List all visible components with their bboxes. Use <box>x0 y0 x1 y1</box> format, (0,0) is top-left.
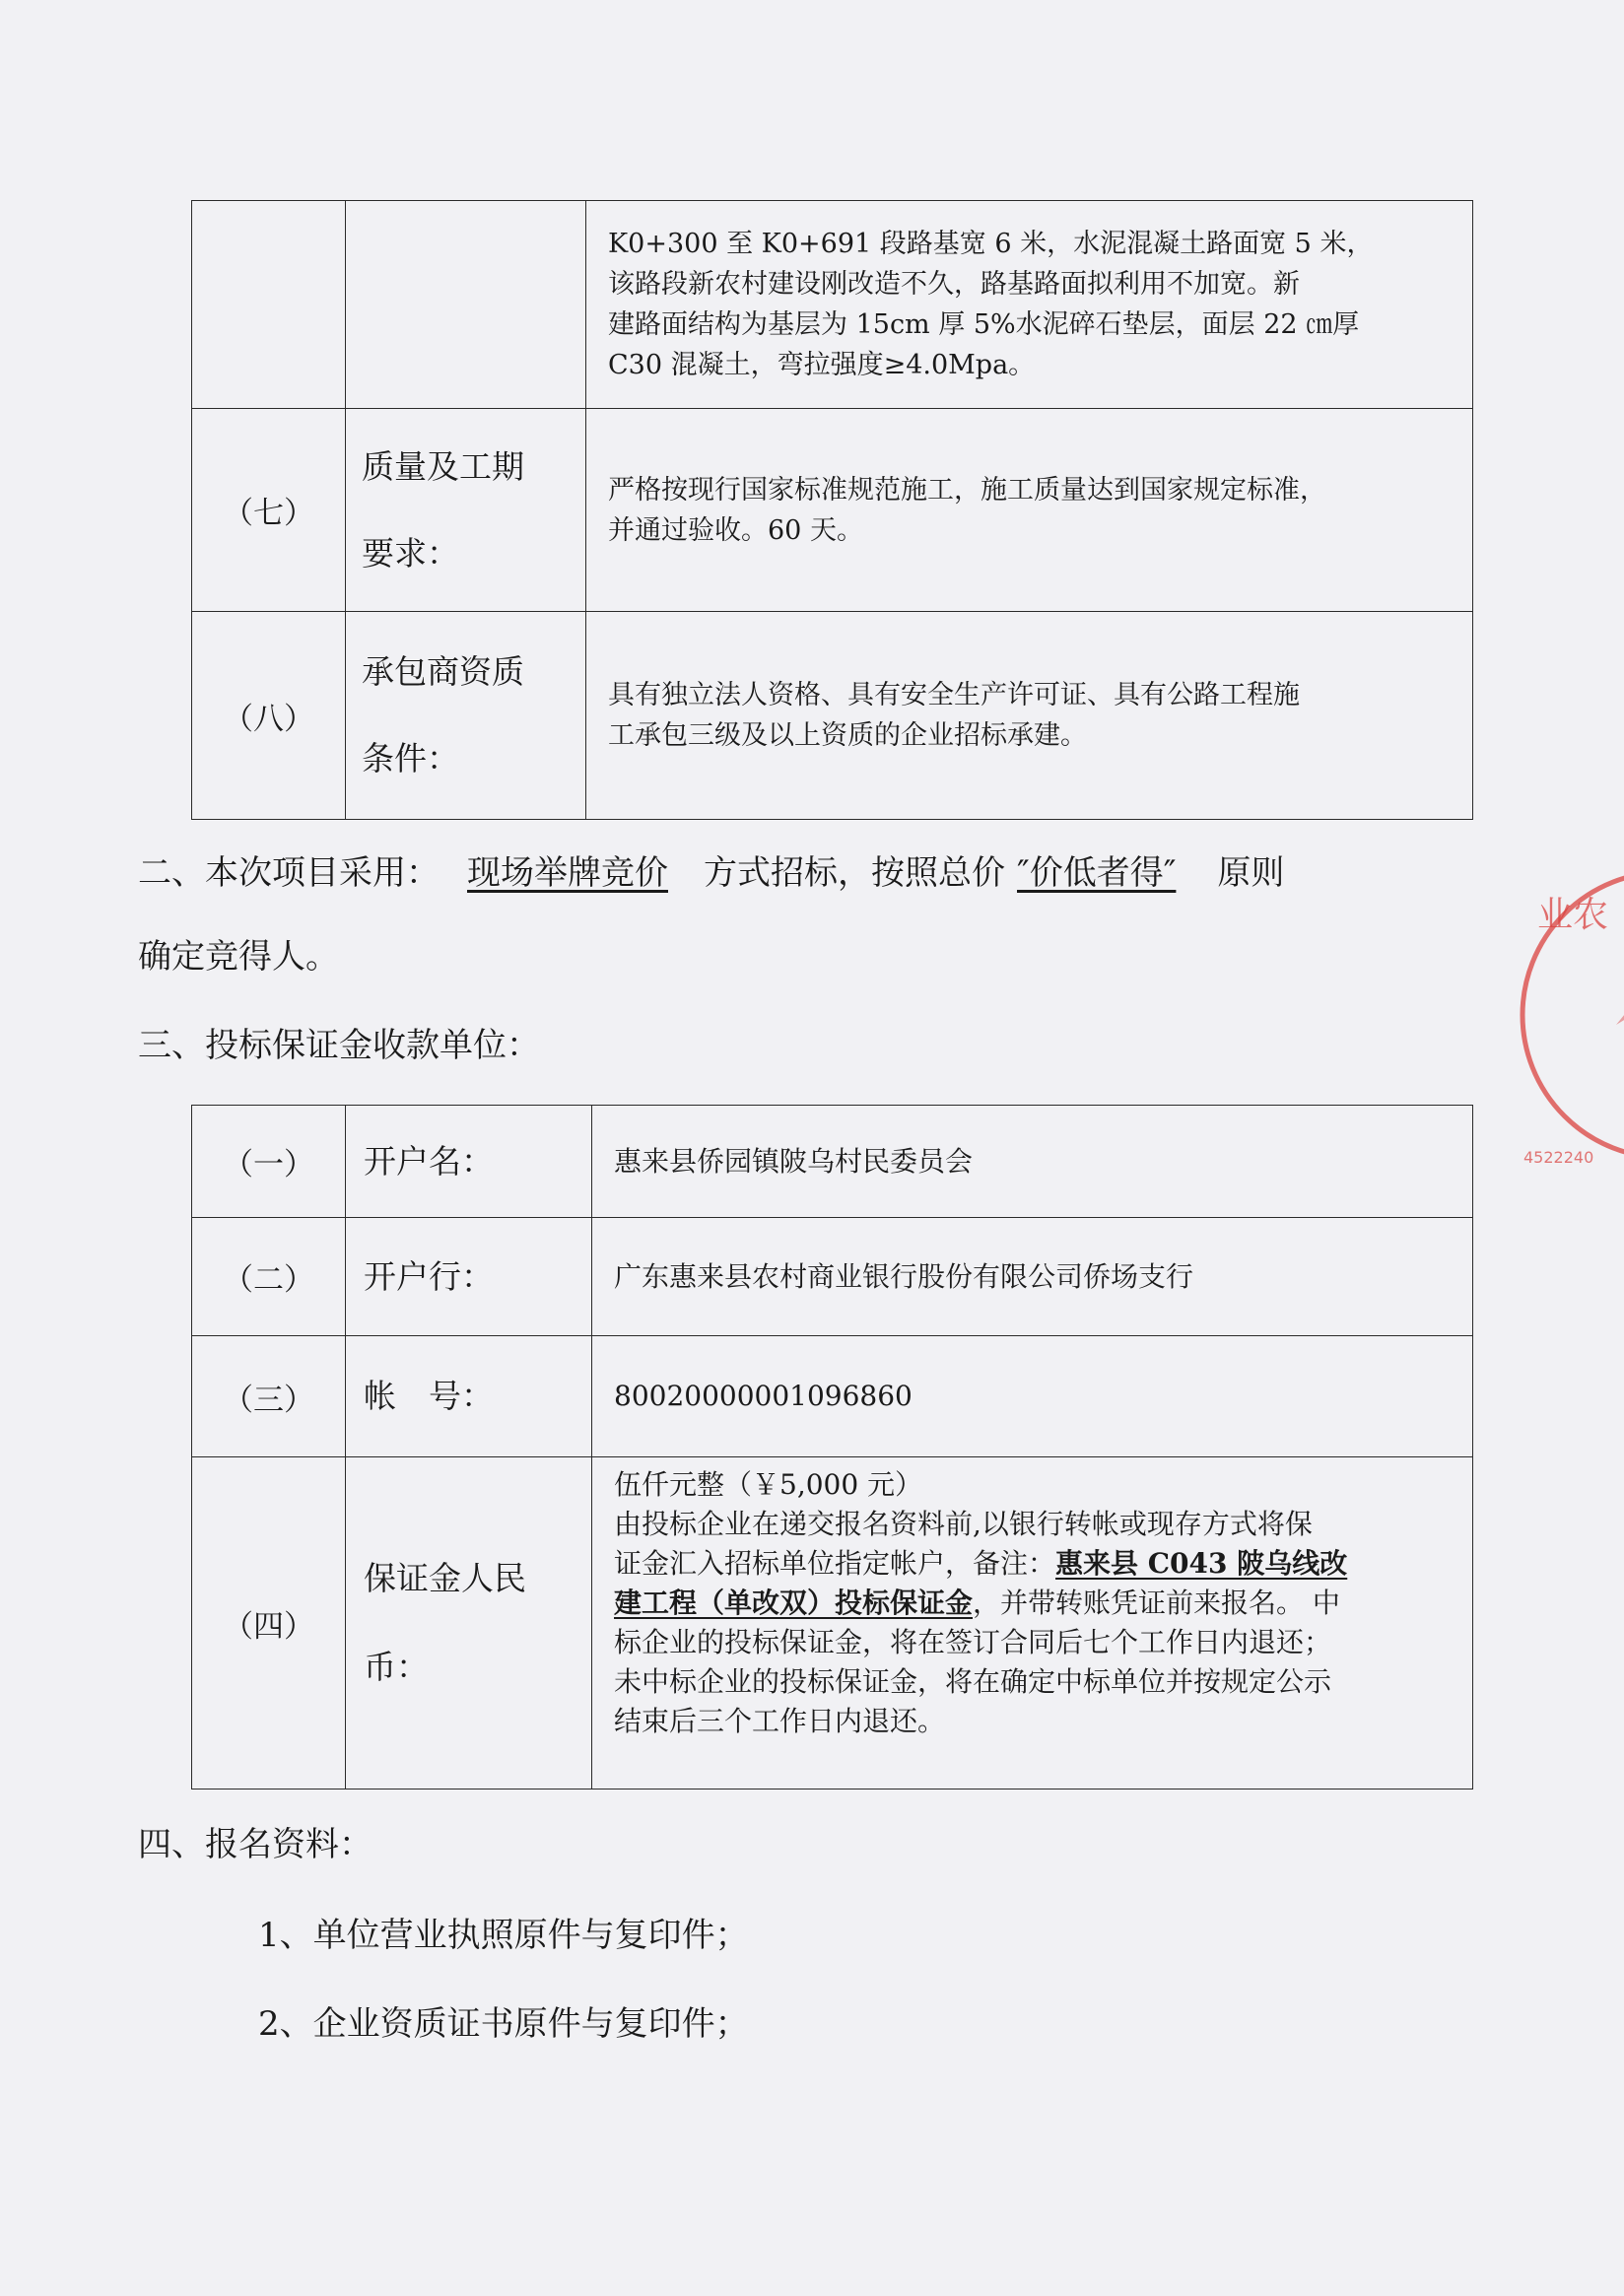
section-2-line-1 <box>138 853 1284 893</box>
row-number <box>192 201 346 409</box>
content-line: C30 混凝土，弯拉强度≥4.0Mpa。 <box>608 350 1036 380</box>
official-seal-stamp <box>1518 847 1624 1182</box>
row-number: （七） <box>192 409 346 612</box>
row-label: 开户名： <box>346 1106 592 1218</box>
content-line: 该路段新农村建设刚改造不久，路基路面拟利用不加宽。新 <box>608 269 1300 300</box>
project-table <box>191 200 1473 820</box>
deposit-text: 结束后三个工作日内退还。 <box>614 1705 946 1737</box>
row-label <box>346 1457 592 1790</box>
list-item: 2、企业资质证书原件与复印件； <box>258 2004 749 2044</box>
label-line: 承包商资质 <box>362 652 524 691</box>
deposit-details <box>592 1457 1473 1790</box>
row-label <box>346 612 586 820</box>
row-label <box>346 201 586 409</box>
table-row <box>192 201 1473 409</box>
deposit-remark: 建工程（单改双）投标保证金 <box>614 1587 974 1619</box>
bank-name: 广东惠来县农村商业银行股份有限公司侨场支行 <box>592 1218 1473 1336</box>
stamp-text: 业农 <box>1537 895 1609 935</box>
content-line: K0+300 至 K0+691 段路基宽 6 米，水泥混凝土路面宽 5 米， <box>608 229 1374 259</box>
content-line: 严格按现行国家标准规范施工，施工质量达到国家规定标准， <box>608 474 1326 506</box>
deposit-amount: 伍仟元整（￥5,000 元） <box>614 1468 923 1501</box>
row-content <box>586 409 1473 612</box>
row-number: （一） <box>192 1106 346 1218</box>
deposit-text: 未中标企业的投标保证金，将在确定中标单位并按规定公示 <box>614 1665 1332 1698</box>
list-item: 1、单位营业执照原件与复印件； <box>258 1916 749 1955</box>
table-row <box>192 1218 1473 1336</box>
deposit-text <box>614 1544 1451 1584</box>
row-content <box>586 612 1473 820</box>
deposit-text-part: 证金汇入招标单位指定帐户，备注： <box>614 1547 1056 1580</box>
table-row <box>192 1336 1473 1457</box>
label-line: 币： <box>364 1648 429 1686</box>
account-number: 80020000001096860 <box>592 1336 1473 1457</box>
row-content <box>586 201 1473 409</box>
deposit-text: 标企业的投标保证金，将在签订合同后七个工作日内退还； <box>614 1626 1332 1658</box>
account-name: 惠来县侨园镇陂乌村民委员会 <box>592 1106 1473 1218</box>
section-2-middle: 方式招标，按照总价 <box>704 853 1005 893</box>
row-label <box>346 409 586 612</box>
content-line: 工承包三级及以上资质的企业招标承建。 <box>608 720 1087 751</box>
stamp-code: 4522240 <box>1523 1148 1594 1167</box>
row-number: （八） <box>192 612 346 820</box>
label-line: 条件： <box>362 739 459 777</box>
label-line: 保证金人民 <box>364 1559 526 1597</box>
bidding-principle: ″价低者得″ <box>1017 853 1177 893</box>
row-number: （二） <box>192 1218 346 1336</box>
section-2-prefix: 二、本次项目采用： <box>138 853 440 893</box>
row-label: 帐 号： <box>346 1336 592 1457</box>
bidding-method: 现场举牌竞价 <box>467 853 668 893</box>
deposit-text <box>614 1584 1451 1623</box>
section-2-suffix: 原则 <box>1217 853 1285 893</box>
section-3-title: 三、投标保证金收款单位： <box>138 1026 540 1065</box>
label-line: 要求： <box>362 533 459 573</box>
content-line: 建路面结构为基层为 15cm 厚 5%水泥碎石垫层，面层 22 ㎝厚 <box>608 309 1360 340</box>
table-row <box>192 1457 1473 1790</box>
label-line: 质量及工期 <box>362 446 524 486</box>
table-row <box>192 1106 1473 1218</box>
content-line: 并通过验收。60 天。 <box>608 514 863 546</box>
row-number: （四） <box>192 1457 346 1790</box>
deposit-remark: 惠来县 C043 陂乌线改 <box>1055 1547 1348 1580</box>
deposit-text-part: ，并带转账凭证前来报名。 中 <box>973 1587 1340 1619</box>
row-number: （三） <box>192 1336 346 1457</box>
table-row <box>192 409 1473 612</box>
table-row <box>192 612 1473 820</box>
section-4-title: 四、报名资料： <box>138 1825 372 1864</box>
deposit-text: 由投标企业在递交报名资料前,以银行转帐或现存方式将保 <box>614 1508 1313 1540</box>
section-2-line-2: 确定竞得人。 <box>138 937 339 977</box>
row-label: 开户行： <box>346 1218 592 1336</box>
bank-table <box>191 1105 1473 1790</box>
content-line: 具有独立法人资格、具有安全生产许可证、具有公路工程施 <box>608 680 1300 710</box>
